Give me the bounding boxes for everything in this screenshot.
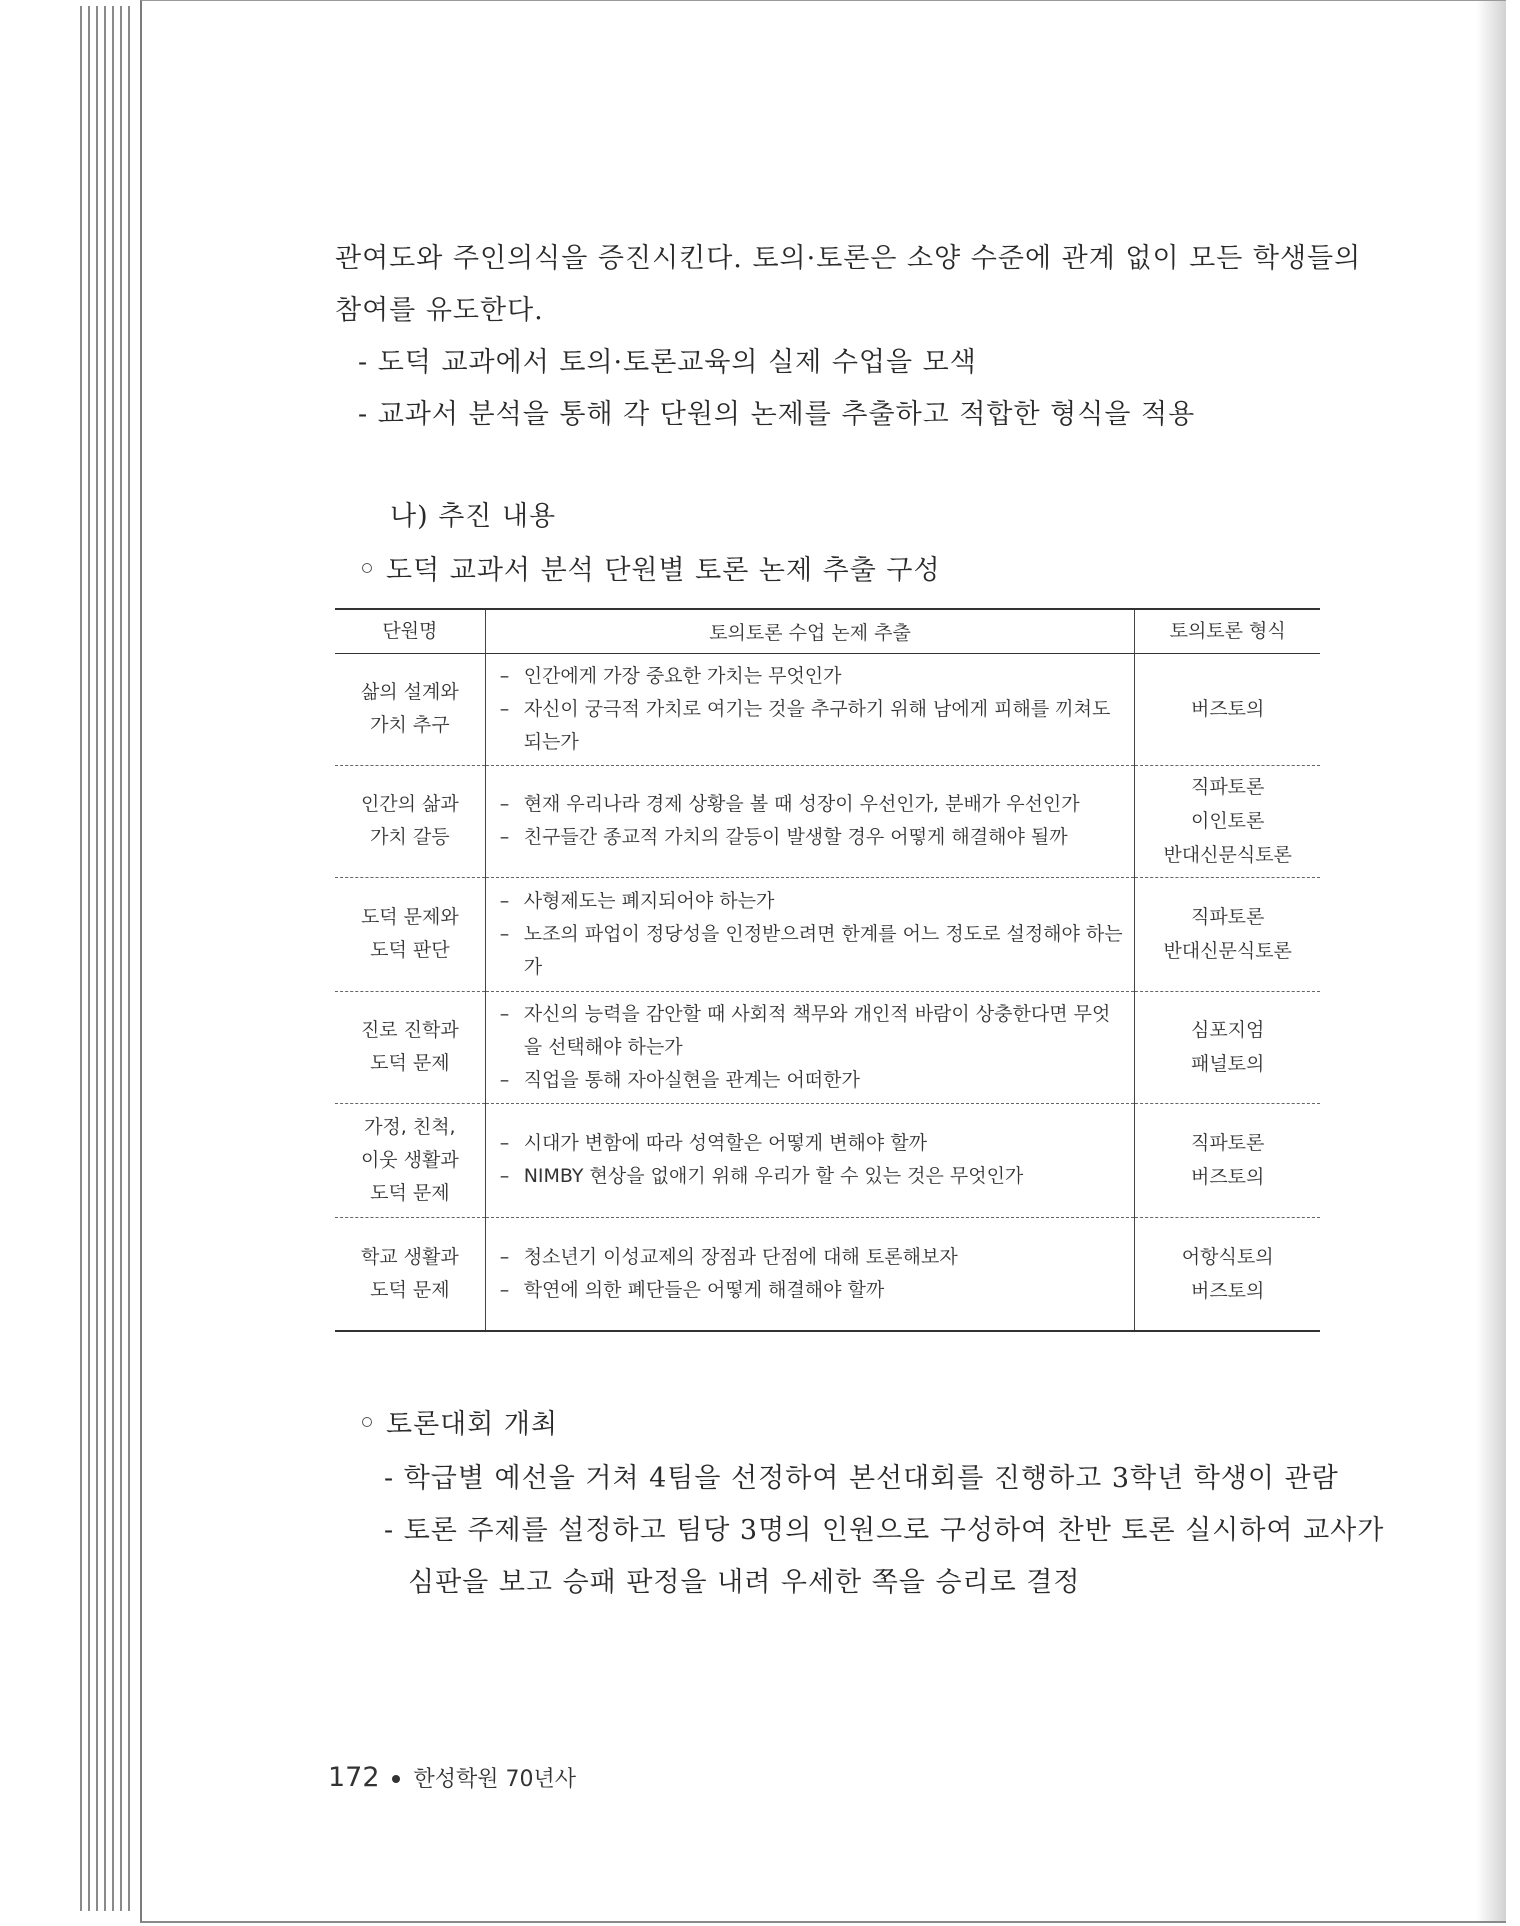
topics-cell <box>485 877 1135 991</box>
topics-cell <box>485 765 1135 877</box>
circle-bullet-icon <box>362 563 372 573</box>
intro-dash-2: - 교과서 분석을 통해 각 단원의 논제를 추출하고 적합한 형식을 적용 <box>358 399 1196 430</box>
topic-item: – 자신의 능력을 감안할 때 사회적 책무와 개인적 바람이 상충한다면 무엇을 선택해야 하는가 <box>486 998 1135 1064</box>
unit-cell: 진로 진학과 도덕 문제 <box>335 991 485 1103</box>
topics-cell <box>485 991 1135 1103</box>
format-cell: 직파토론 이인토론 반대신문식토론 <box>1163 776 1292 866</box>
section-bullet-text: 도덕 교과서 분석 단원별 토론 논제 추출 구성 <box>386 555 941 586</box>
topic-item: – 친구들간 종교적 가치의 갈등이 발생할 경우 어떻게 해결해야 될까 <box>486 821 1135 854</box>
header-unit: 단원명 <box>335 609 485 653</box>
table-row <box>335 877 1320 991</box>
table-row <box>335 765 1320 877</box>
section-bullet <box>362 548 941 587</box>
topic-item: – 사형제도는 폐지되어야 하는가 <box>486 885 1135 918</box>
format-cell: 직파토론 반대신문식토론 <box>1163 906 1292 962</box>
page-footer <box>328 1762 576 1793</box>
page-number: 172 <box>328 1762 380 1793</box>
circle-bullet-icon <box>362 1417 372 1427</box>
contest-bullet-text: 토론대회 개최 <box>386 1409 559 1440</box>
topics-cell <box>485 1217 1135 1331</box>
table-row <box>335 991 1320 1103</box>
unit-cell: 가정, 친척, 이웃 생활과 도덕 문제 <box>335 1103 485 1217</box>
contest-dash-2-continued: 심판을 보고 승패 판정을 내려 우세한 쪽을 승리로 결정 <box>408 1567 1081 1598</box>
intro-dash-1: - 도덕 교과에서 토의·토론교육의 실제 수업을 모색 <box>358 347 977 378</box>
table-header-row <box>335 609 1320 653</box>
page-stack-edge <box>80 6 140 1911</box>
unit-cell: 도덕 문제와 도덕 판단 <box>335 877 485 991</box>
topic-item: – 자신이 궁극적 가치로 여기는 것을 추구하기 위해 남에게 피해를 끼쳐도 되는가 <box>486 693 1135 759</box>
unit-cell: 인간의 삶과 가치 갈등 <box>335 765 485 877</box>
topic-item: – 현재 우리나라 경제 상황을 볼 때 성장이 우선인가, 분배가 우선인가 <box>486 788 1135 821</box>
format-cell: 직파토론 버즈토의 <box>1190 1132 1265 1188</box>
table-row <box>335 1103 1320 1217</box>
topics-cell <box>485 653 1135 765</box>
table-row <box>335 1217 1320 1331</box>
book-title: 한성학원 70년사 <box>413 1767 577 1792</box>
header-topics: 토의토론 수업 논제 추출 <box>485 609 1135 653</box>
section-heading: 나) 추진 내용 <box>390 501 557 532</box>
format-cell: 어항식토의 버즈토의 <box>1181 1245 1274 1302</box>
unit-cell: 삶의 설계와 가치 추구 <box>335 653 485 765</box>
contest-dash-2: - 토론 주제를 설정하고 팀당 3명의 인원으로 구성하여 찬반 토론 실시하여 교사가 <box>384 1515 1385 1546</box>
topic-item: – 학연에 의한 폐단들은 어떻게 해결해야 할까 <box>486 1274 1135 1307</box>
unit-cell: 학교 생활과 도덕 문제 <box>335 1217 485 1331</box>
topic-table <box>335 608 1320 1332</box>
topic-item: – 인간에게 가장 중요한 가치는 무엇인가 <box>486 660 1135 693</box>
topic-item: – 노조의 파업이 정당성을 인정받으려면 한계를 어느 정도로 설정해야 하는가 <box>486 918 1135 984</box>
intro-line-2: 참여를 유도한다. <box>335 295 544 326</box>
contest-dash-1: - 학급별 예선을 거쳐 4팀을 선정하여 본선대회를 진행하고 3학년 학생이 관람 <box>384 1463 1339 1494</box>
format-cell: 버즈토의 <box>1190 698 1265 720</box>
topic-item: – NIMBY 현상을 없애기 위해 우리가 할 수 있는 것은 무엇인가 <box>486 1160 1135 1193</box>
format-cell: 심포지엄 패널토의 <box>1190 1019 1265 1075</box>
table-row <box>335 653 1320 765</box>
header-format: 토의토론 형식 <box>1169 620 1286 643</box>
footer-dot-icon <box>392 1775 400 1783</box>
contest-bullet <box>362 1402 558 1441</box>
intro-line-1: 관여도와 주인의식을 증진시킨다. 토의·토론은 소양 수준에 관계 없이 모든 학생들의 <box>335 243 1362 274</box>
topic-item: – 시대가 변함에 따라 성역할은 어떻게 변해야 할까 <box>486 1127 1135 1160</box>
topics-cell <box>485 1103 1135 1217</box>
topic-item: – 청소년기 이성교제의 장점과 단점에 대해 토론해보자 <box>486 1241 1135 1274</box>
topic-item: – 직업을 통해 자아실현을 관계는 어떠한가 <box>486 1064 1135 1097</box>
